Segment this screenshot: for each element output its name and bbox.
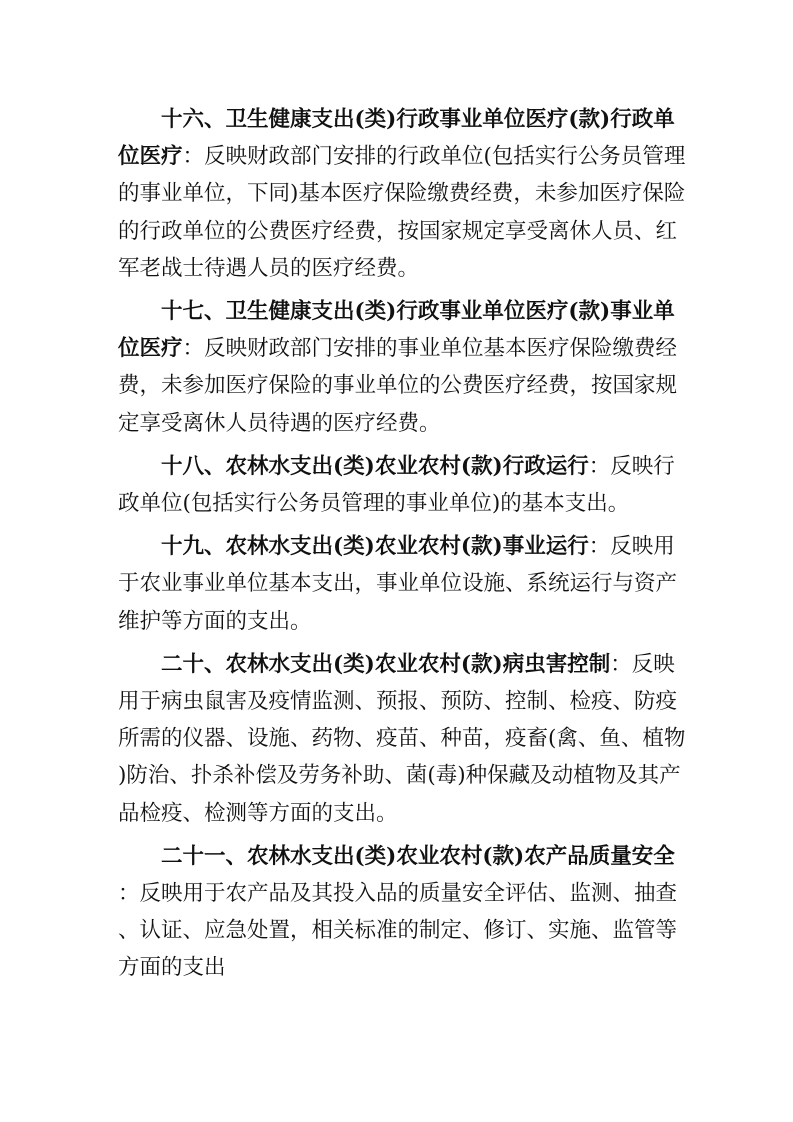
bold-heading-text: 十六、卫生健康支出(类)行政事业单位医疗(款)行政单 [161,107,675,132]
document-body [118,101,686,987]
text-line [118,330,678,367]
text-line [118,795,678,832]
body-text: 品检疫、检测等方面的支出。 [118,800,398,826]
text-line [118,138,686,175]
text-line [118,646,678,683]
bold-heading-text: 二十、农林水支出(类)农业农村(款)病虫害控制 [161,651,611,677]
text-line [118,528,678,565]
text-line [118,875,678,912]
document-page [118,101,686,987]
body-text: ：反映 [610,651,675,677]
body-text: 、认证、应急处置，相关标准的制定、修订、实施、监管等 [118,918,678,944]
body-text: 维护等方面的支出。 [118,608,312,634]
bold-heading-text: 十八、农林水支出(类)农业农村(款)行政运行 [161,453,589,479]
text-line [118,101,678,138]
body-text: 军老战士待遇人员的医疗经费。 [118,255,420,281]
body-text: 的事业单位，下同)基本医疗保险缴费经费，未参加医疗保险 [118,181,686,207]
text-line [118,949,678,986]
text-line [118,250,678,287]
text-line [118,213,678,250]
text-line [118,367,678,404]
body-text: 定享受离休人员待遇的医疗经费。 [118,410,441,436]
bold-heading-text: 位医疗 [118,336,183,362]
body-text: ：反映行 [588,453,675,479]
body-text: 方面的支出 [118,955,226,981]
paragraph [118,448,678,522]
paragraph [118,101,686,287]
body-text: ：反映财政部门安排的事业单位基本医疗保险缴费经 [182,336,678,362]
body-text: 费，未参加医疗保险的事业单位的公费医疗经费，按国家规 [118,373,678,399]
text-line [118,757,681,794]
bold-heading-text: 十七、卫生健康支出(类)行政事业单位医疗(款)事业单 [161,299,675,325]
text-line [118,720,686,757]
text-line [118,485,678,522]
text-line [118,448,678,485]
text-line [118,293,678,330]
bold-heading-text: 十九、农林水支出(类)农业农村(款)事业运行 [161,534,589,560]
body-text: 所需的仪器、设施、药物、疫苗、种苗，疫畜(禽、鱼、植物 [118,726,686,752]
paragraph [118,293,678,442]
paragraph [118,528,678,640]
text-line [118,565,678,602]
text-line [118,175,686,212]
bold-heading-text: 位医疗 [118,144,183,170]
text-line [118,912,678,949]
paragraph [118,646,686,832]
body-text: 用于病虫鼠害及疫情监测、预报、预防、控制、检疫、防疫 [118,689,678,715]
bold-heading-text: 二十一、农林水支出(类)农业农村(款)农产品质量安全 [161,843,675,869]
body-text: )防治、扑杀补偿及劳务补助、菌(毒)种保藏及动植物及其产 [118,763,681,789]
body-text: 于农业事业单位基本支出，事业单位设施、系统运行与资产 [118,571,678,597]
text-line [118,405,678,442]
paragraph [118,838,678,987]
body-text: 政单位(包括实行公务员管理的事业单位)的基本支出。 [118,491,630,517]
text-line [118,603,678,640]
body-text: ：反映用于农产品及其投入品的质量安全评估、监测、抽查 [118,881,678,907]
text-line [118,838,678,875]
body-text: ：反映用 [588,534,675,560]
body-text: ：反映财政部门安排的行政单位(包括实行公务员管理 [182,144,686,170]
body-text: 的行政单位的公费医疗经费，按国家规定享受离休人员、红 [118,218,678,244]
text-line [118,683,678,720]
